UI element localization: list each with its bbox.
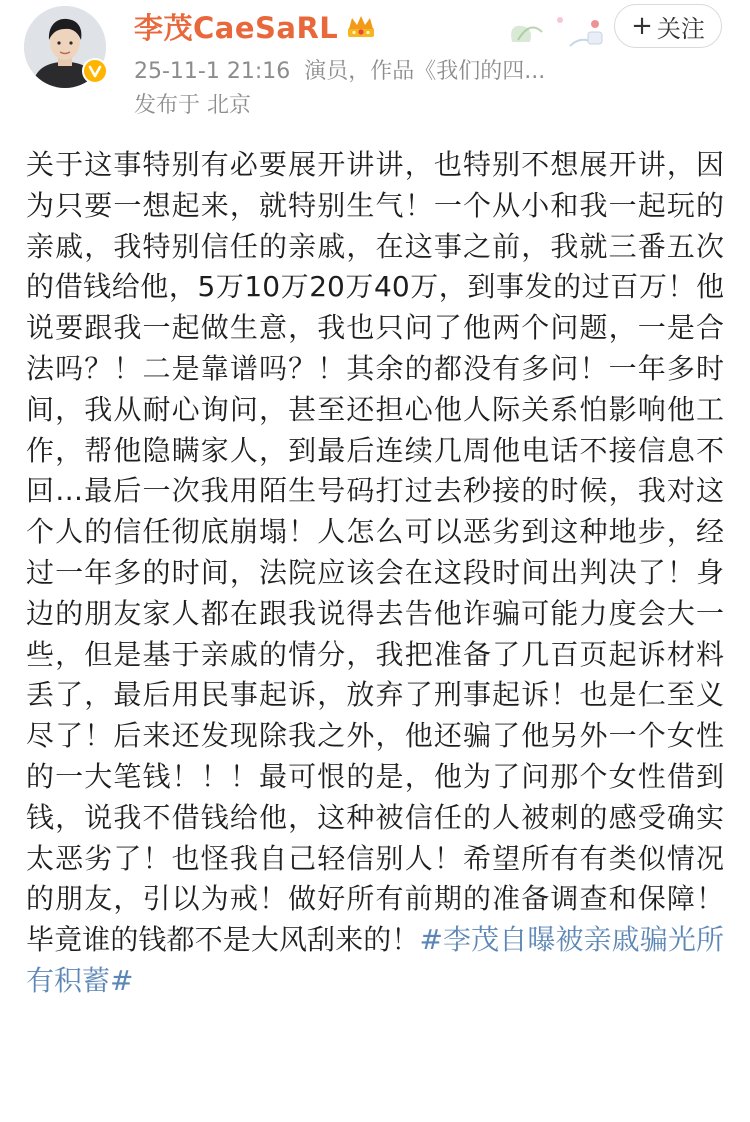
follow-label: 关注 [656,14,705,43]
post-meta [134,54,545,85]
author-intro: 演员，作品《我们的四... [304,59,546,84]
hashtag-link[interactable]: #李茂自曝被亲戚骗光所有积蓄# [26,923,724,997]
plus-icon: + [631,11,653,41]
post-location: 发布于 北京 [134,93,251,118]
verified-v-icon [82,58,108,84]
post-datetime: 25-11-1 21:16 [134,59,291,84]
follow-button[interactable] [614,4,722,48]
post-body [26,145,724,1002]
crown-icon [346,13,376,39]
card-decoration-icon [500,2,610,52]
username-row [134,6,376,46]
username[interactable]: 李茂CaeSaRL [134,10,339,45]
post-header [0,0,750,122]
post-body-text: 关于这事特别有必要展开讲讲，也特别不想展开讲，因为只要一想起来，就特别生气！一个从小和我一起玩的亲戚，我特别信任的亲戚，在这事之前，我就三番五次的借钱给他，5万10万20万40万，到事发的过百万！他说要跟我一起做生意，我也只问了他两个问题，一是合法吗？！二是靠谱吗？！其余的都没有多问！一年多时间，我从耐心询问，甚至还担心他人际关系怕影响他工作，帮他隐瞒家人，到最后连续几周他电话不接信息不回…最后一次我用陌生号码打过去秒接的时候，我对这个人的信任彻底崩塌！人怎么可以恶劣到这种地步，经过一年多的时间，法院应该会在这段时间出判决了！身边的朋友家人都在跟我说得去告他诈骗可能力度会大一些，但是基于亲戚的情分，我把准备了几百页起诉材料丢了，最后用民事起诉，放弃了刑事起诉！也是仁至义尽了！后来还发现除我之外，他还骗了他另外一个女性的一大笔钱！！！最可恨的是，他为了问那个女性借到钱，说我不借钱给他，这种被信任的人被刺的感受确实太恶劣了！也怪我自己轻信别人！希望所有有类似情况的朋友，引以为戒！做好所有前期的准备调查和保障！毕竟谁的钱都不是大风刮来的！ [26,148,724,957]
